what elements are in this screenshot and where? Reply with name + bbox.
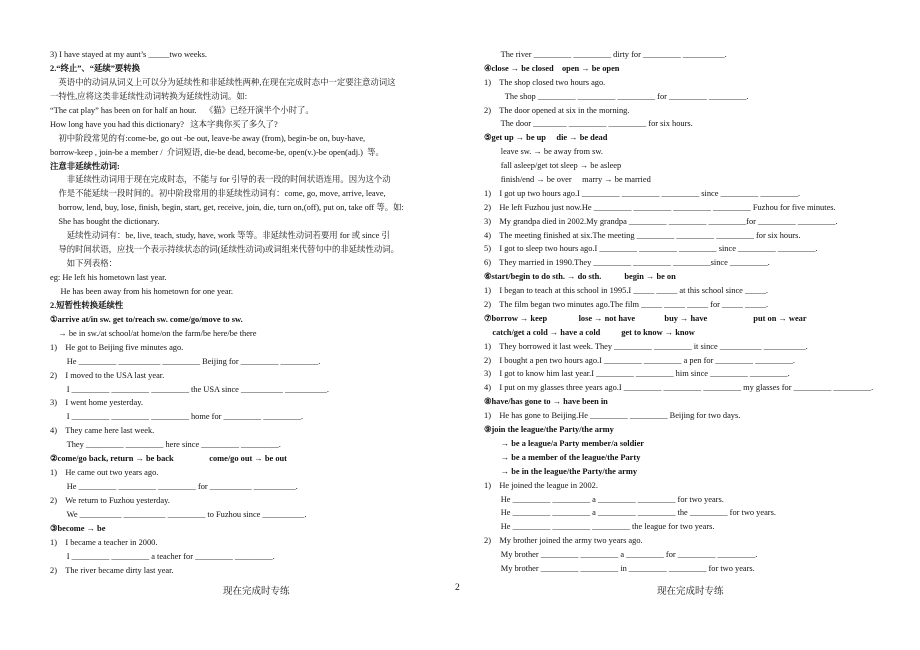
right-column [484, 48, 880, 576]
text-line: We __________ __________ _________ to Fuzhou since __________. [50, 509, 307, 519]
text-line: 2) I moved to the USA last year. [50, 370, 165, 380]
text-line: My brother _________ _________ in _________ _________ for two years. [484, 563, 755, 573]
text-line: 1) He has gone to Beijing.He _________ _________ Beijing for two days. [484, 411, 741, 421]
text-line: My brother _________ _________ a _________ for _________ _________. [484, 550, 758, 560]
text-line: 导的时间状语，应找一个表示持续状态的词(延续性动词)或词组来代替句中的非延续性动词。 [50, 245, 399, 255]
text-line: → be a league/a Party member/a soldier [484, 438, 645, 448]
text-line: She has bought the dictionary. [50, 217, 160, 227]
text-line: I _________ _________ _________ home for _________ _________. [50, 412, 304, 422]
text-line: He _________ _________ _________ the league for two years. [484, 522, 715, 532]
text-line: I _________ _________ a teacher for _________ _________. [50, 551, 275, 561]
text-line: 2) He left Fuzhou just now.He _________ _________ _________ _________ Fuzhou for five minutes. [484, 202, 836, 212]
text-line: 作是不能延续一段时间的。初中阶段常用的非延续性动词有：come, go, move, arrive, leave, [50, 189, 386, 199]
text-line: borrow, lend, buy, lose, finish, begin, start, get, receive, join, die, turn on,(off), put on, take off 等。如: [50, 203, 404, 213]
text-line: ⑦borrow → keep lose → not have buy → have put on → wear [484, 313, 807, 323]
text-line: 1) He came out two years ago. [50, 468, 159, 478]
text-line: 4) I put on my glasses three years ago.I _________ _________ _________ my glasses for _________ _________. [484, 383, 874, 393]
text-line: They _________ _________ here since _________ _________. [50, 440, 281, 450]
text-line: 1) They borrowed it last week. They _________ _________ it since __________ __________. [484, 341, 808, 351]
text-line: ⑧have/has gone to → have been in [484, 397, 608, 407]
text-line: ②come/go back, return → be back come/go out → be out [50, 454, 287, 464]
text-line: 注意非延续性动词: [50, 161, 120, 171]
text-line: He _________ _________ a _________ _________ for two years. [484, 494, 724, 504]
text-line: The river _________ _________ dirty for _________ __________. [484, 50, 727, 59]
text-line: 2) The river became dirty last year. [50, 565, 174, 575]
text-line: 4) They came here last week. [50, 426, 155, 436]
footer-right-title: 现在完成时专练 [657, 587, 724, 597]
text-line: How long have you had this dictionary? 这本字典你买了多久了? [50, 119, 278, 129]
text-line: The door ________ _________ _________ for six hours. [484, 119, 693, 129]
text-line: 2) The film began two minutes ago.The film _____ _____ _____ for _____ _____. [484, 300, 769, 310]
text-line: 英语中的动词从词义上可以分为延续性和非延续性两种,在现在完成时态中一定要注意动词这 [50, 77, 396, 87]
text-line: 3) My grandpa died in 2002.My grandpa _________ _________ _________for _________ _________. [484, 216, 838, 226]
left-column [50, 48, 455, 578]
text-line: 6) They married in 1990.They _________ _________ _________since _________. [484, 258, 770, 268]
text-line: ③become → be [50, 523, 106, 533]
text-line: He _________ _________ _________ for __________ __________. [50, 482, 298, 492]
text-line: 3) I got to know him last year.I _________ _________ him since _________ _________. [484, 369, 790, 379]
text-line: 2) The door opened at six in the morning. [484, 105, 630, 115]
text-line: 1) The shop closed two hours ago. [484, 77, 606, 87]
text-line: 一特性,应将这类非延续性动词转换为延续性动词。如: [50, 91, 248, 101]
text-line: 如下列表格： [50, 259, 117, 269]
text-line: 1) I began to teach at this school in 1995.I _____ _____ at this school since _____. [484, 286, 769, 296]
text-line: ①arrive at/in sw. get to/reach sw. come/go/move to sw. [50, 314, 243, 324]
text-line: finish/end → be over marry → be married [484, 175, 651, 185]
text-line: He _________ _________ a _________ _________ the _________ for two years. [484, 508, 776, 518]
text-line: → be in the league/the Party/the army [484, 466, 638, 476]
text-line: 2) We return to Fuzhou yesterday. [50, 496, 170, 505]
text-line: eg: He left his hometown last year. [50, 273, 167, 282]
text-line: 2) I bought a pen two hours ago.I _________ _________ a pen for _________ _________. [484, 355, 795, 365]
text-line: I _________ _________ _________ the USA since __________ __________. [50, 384, 329, 394]
text-line: He has been away from his hometown for one year. [50, 286, 234, 296]
text-line: ④close → be closed open → be open [484, 63, 620, 73]
text-line: ⑨join the league/the Party/the army [484, 425, 614, 435]
text-line: fall asleep/get tot sleep → be asleep [484, 161, 622, 171]
text-line: 1) I got up two hours ago.I _________ _________ _________ since _________ _________. [484, 188, 801, 198]
text-line: 1) I became a teacher in 2000. [50, 537, 158, 547]
text-line: 延续性动词有：be, live, teach, study, have, work 等等。非延续性动词若要用 for 或 since 引 [50, 231, 390, 241]
text-line: 1) He joined the league in 2002. [484, 480, 598, 490]
text-line: The shop _________ _________ _________ for _________ _________. [484, 91, 749, 101]
text-line: → be in sw./at school/at home/on the farm/be here/be there [50, 328, 257, 338]
text-line: → be a member of the league/the Party [484, 452, 641, 462]
text-line: leave sw. → be away from sw. [484, 147, 603, 157]
text-line: 1) He got to Beijing five minutes ago. [50, 342, 184, 352]
page-number: 2 [455, 583, 460, 593]
text-line: 4) The meeting finished at six.The meeting _________ _________ _________ for six hours. [484, 230, 801, 240]
text-line: 2.短暂性转换延续性 [50, 300, 124, 310]
text-line: 2.“终止”、“延续”要转换 [50, 63, 141, 73]
text-line: 非延续性动词用于现在完成时态，不能与 for 引导的表一段的时间状语连用。因为这个动 [50, 175, 391, 185]
text-line: 3) I went home yesterday. [50, 398, 143, 408]
text-line: “The cat play” has been on for half an hour. 《猫》已经开演半个小时了。 [50, 105, 314, 115]
footer-left-title: 现在完成时专练 [223, 587, 290, 597]
text-line: 2) My brother joined the army two years ago. [484, 536, 643, 546]
text-line: ⑥start/begin to do sth. → do sth. begin → be on [484, 272, 676, 282]
text-line: ⑤get up → be up die → be dead [484, 133, 608, 143]
text-line: 5) I got to sleep two hours ago.I _________ _________ _________ since _________ _________. [484, 244, 818, 254]
text-line: catch/get a cold → have a cold get to know → know [484, 327, 695, 337]
text-line: He _________ __________ _________ Beijing for _________ _________. [50, 356, 321, 366]
text-line: 3) I have stayed at my aunt’s _____two weeks. [50, 50, 207, 59]
text-line: 初中阶段常见的有:come-be, go out -be out, leave-be away (from), begin-be on, buy-have, [50, 133, 366, 143]
text-line: borrow-keep , join-be a member / 介词短语, die-be dead, become-be, open(v.)-be open(adj.) 等。 [50, 147, 384, 157]
